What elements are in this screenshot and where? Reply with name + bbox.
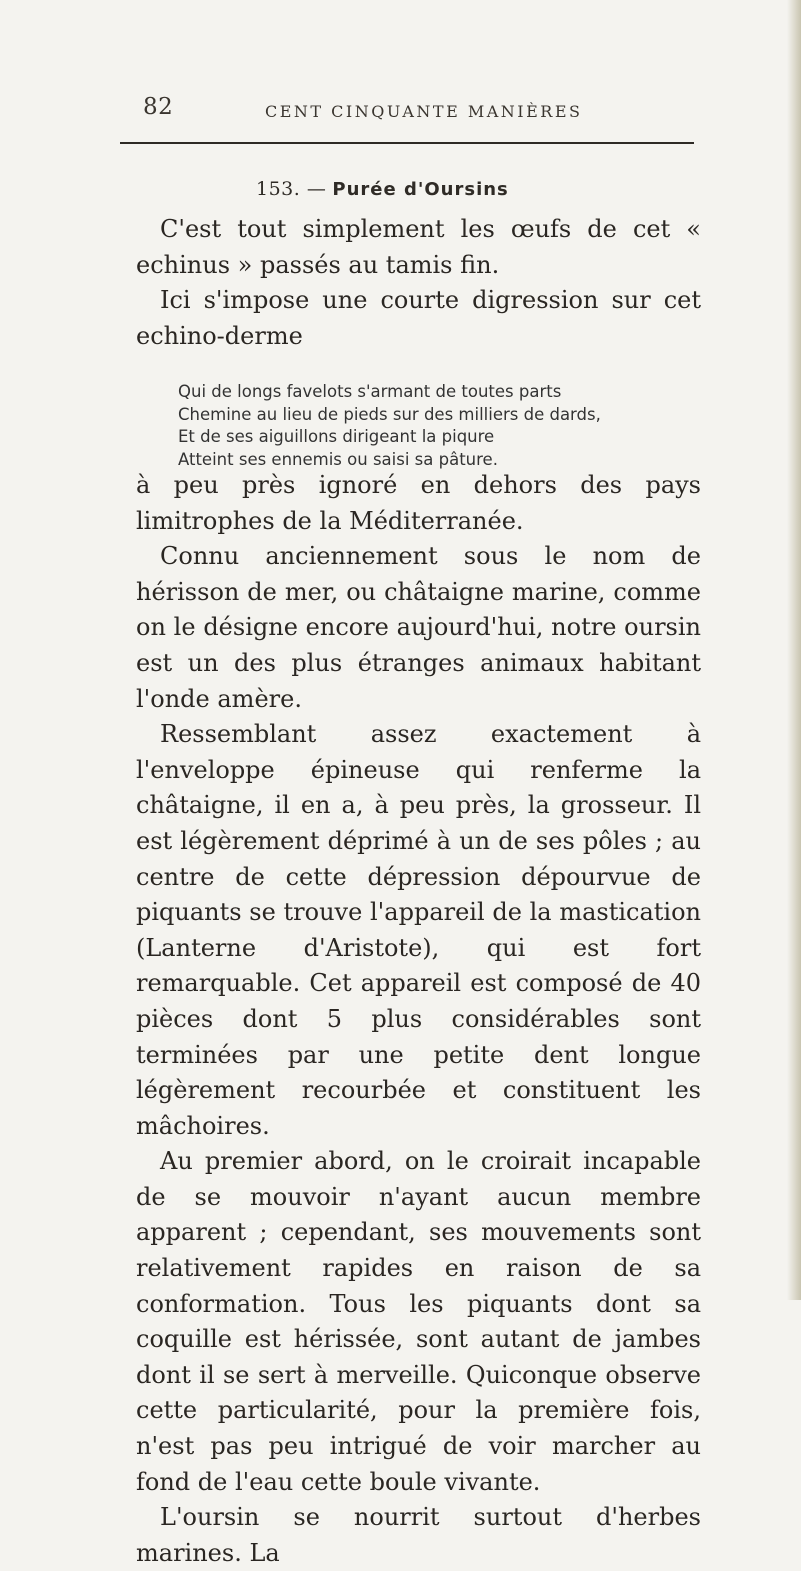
header-rule: [120, 142, 694, 144]
page-number: 82: [143, 94, 174, 120]
page-header: [143, 94, 703, 134]
verse-line: Chemine au lieu de pieds sur des milliers de dards,: [178, 404, 601, 424]
paragraph: C'est tout simplement les œufs de cet « echinus » passés au tamis fin.: [136, 215, 701, 279]
paragraph: à peu près ignoré en dehors des pays limitrophes de la Méditerranée.: [136, 471, 701, 535]
page-edge-shadow: [787, 0, 801, 1300]
intro-text: [136, 212, 701, 354]
paragraph: Au premier abord, on le croirait incapable de se mouvoir n'ayant aucun membre apparent ; cependant, ses mouvements sont relativement rapides en raison de sa conformation. Tous les piquants dont sa coquille est hérissée, sont autant de jambes dont il se sert à merveille. Quiconque observe cette particularité, pour la première fois, n'est pas peu intrigué de voir marcher au fond de l'eau cette boule vivante.: [136, 1147, 701, 1496]
paragraph: Ici s'impose une courte digression sur cet echino-derme: [136, 286, 701, 350]
verse-line: Et de ses aiguillons dirigeant la piqure: [178, 427, 495, 446]
verse-quote: [178, 381, 601, 471]
recipe-heading: [256, 178, 509, 200]
paragraph: L'oursin se nourrit surtout d'herbes marines. La: [136, 1503, 701, 1567]
paragraph: Ressemblant assez exactement à l'enveloppe épineuse qui renferme la châtaigne, il en a, à peu près, la grosseur. Il est légèrement déprimé à un de ses pôles ; au centre de cette dépression dépourvue de piquants se trouve l'appareil de la mastication (Lanterne d'Aristote), qui est fort remarquable. Cet appareil est composé de 40 pièces dont 5 plus considérables sont terminées par une petite dent longue légèrement recourbée et constituent les mâchoires.: [136, 720, 701, 1140]
body-text: [136, 468, 701, 1571]
recipe-number: 153. —: [256, 178, 327, 200]
verse-line: Atteint ses ennemis ou saisi sa pâture.: [178, 449, 498, 469]
verse-line: Qui de longs favelots s'armant de toutes parts: [178, 382, 562, 401]
recipe-title: Purée d'Oursins: [332, 179, 509, 200]
paragraph: Connu anciennement sous le nom de hérisson de mer, ou châtaigne marine, comme on le désigne encore aujourd'hui, notre oursin est un des plus étranges animaux habitant l'onde amère.: [136, 542, 701, 713]
running-head: CENT CINQUANTE MANIÈRES: [265, 102, 583, 121]
